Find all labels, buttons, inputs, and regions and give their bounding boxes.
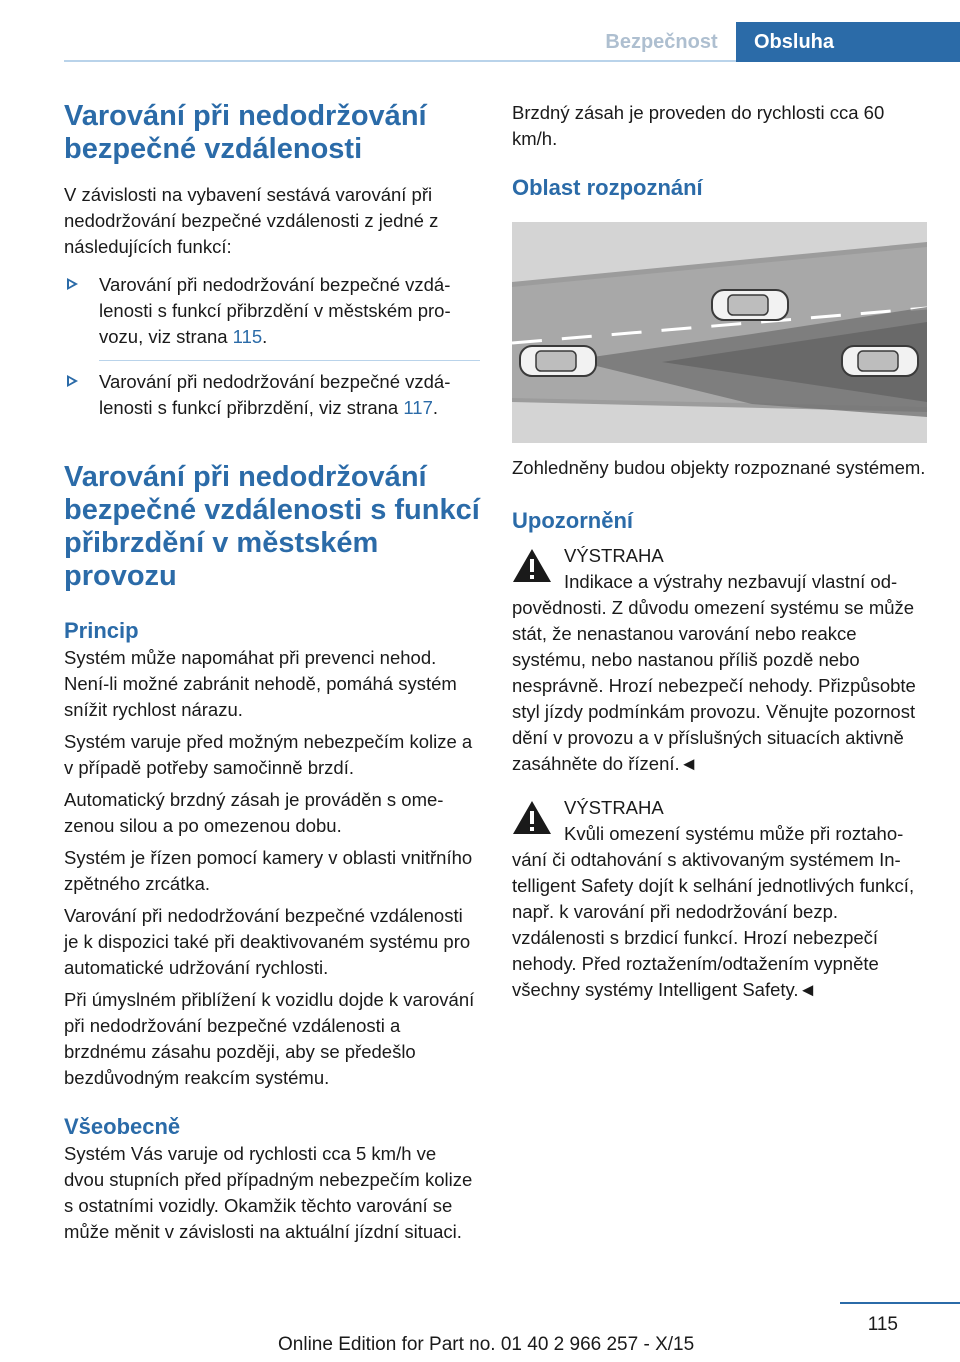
principle-paragraph: Při úmyslném přiblížení k vozidlu dojde k varování při nedodržování bezpečné vzdálenosti a brzdnému zásahu později, aby se předešlo bezdůvodným reakcím systému. — [64, 989, 475, 1088]
intro-paragraph: V závislosti na vybavení sestává varování při nedodržování bezpečné vzdálenosti z jedné z následujících funkcí: — [64, 184, 439, 257]
warning-body: Indikace a výstrahy nezbavují vlastní odpovědnosti. Z důvodu omezení systému se může stát, že nenastanou varování nebo reakce systému, nebo nastanou příliš pozdě nebo nesprávně. Hrozí nebezpečí nehody. Přizpůsobte styl jízdy podmínkám provozu. Věnujte pozornost dění v provozu a v příslušných situacích aktivně zasáhněte do řízení.◄ — [512, 571, 916, 774]
car-own-icon — [520, 346, 596, 376]
principle-paragraph: Automatický brzdný zásah je prováděn s omezenou silou a po omezenou dobu. — [64, 789, 444, 836]
principle-paragraph: Systém může napomáhat při prevenci nehod. Není-li možné zabránit nehodě, pomáhá systém snížit rychlost nárazu. — [64, 647, 457, 720]
car-ahead-icon — [712, 290, 788, 320]
figure-caption: Zohledněny budou objekty rozpoznané systémem. — [512, 457, 926, 478]
page-link-117[interactable]: 117 — [403, 397, 433, 418]
chapter-tab[interactable]: Obsluha — [736, 22, 960, 62]
list-item-end: . — [262, 326, 268, 347]
principle-paragraph: Varování při nedodržování bezpečné vzdálenosti je k dispozici také při deaktivovaném systému pro automatické udržování rychlosti. — [64, 905, 471, 978]
list-item-text: Varování při nedodržování bezpečné vzdálenosti s funkcí přibrzdění v městském provozu, viz strana — [99, 274, 451, 347]
list-item — [64, 272, 480, 350]
car-detected-icon — [842, 346, 918, 376]
list-item-text: Varování při nedodržování bezpečné vzdálenosti s funkcí přibrzdění, viz strana — [99, 371, 451, 418]
function-list — [64, 272, 480, 421]
general-paragraph: Systém Vás varuje od rychlosti cca 5 km/h ve dvou stupních před případným nebezpečím kolize s ostatními vozidly. Okamžik těchto varování se může měnit v závislosti na aktuální jízdní situaci. — [64, 1143, 473, 1242]
detection-area-figure — [512, 222, 927, 443]
right-column — [512, 100, 930, 1003]
list-divider — [99, 360, 480, 361]
list-item-end: . — [432, 397, 438, 418]
heading-city-braking: Varování při nedodržování bezpečné vzdálenosti s funkcí přibrzdění v městském provozu — [64, 461, 480, 592]
bullet-triangle-icon — [67, 375, 78, 387]
bullet-triangle-icon — [67, 278, 78, 290]
warning-block — [512, 543, 930, 777]
principle-paragraph: Systém varuje před možným nebezpečím kolize a v případě potřeby samočinně brzdí. — [64, 731, 473, 778]
warning-triangle-icon — [512, 799, 552, 835]
warning-triangle-icon — [512, 547, 552, 583]
section-tab[interactable]: Bezpečnost — [605, 30, 718, 53]
heading-notes: Upozornění — [512, 508, 633, 533]
heading-general: Všeobecně — [64, 1114, 181, 1139]
road-illustration — [512, 222, 927, 443]
list-item — [64, 369, 480, 421]
page-link-115[interactable]: 115 — [232, 326, 263, 347]
heading-distance-warning: Varování při nedodržování bezpečné vzdálenosti — [64, 100, 427, 165]
edition-line: Online Edition for Part no. 01 40 2 966 257 - X/15 — [278, 1334, 695, 1355]
warning-title: VÝSTRAHA — [564, 545, 664, 566]
warning-block — [512, 795, 930, 1003]
heading-detection-area: Oblast rozpoznání — [512, 175, 703, 200]
brake-paragraph: Brzdný zásah je proveden do rychlosti cca 60 km/h. — [512, 102, 885, 149]
principle-paragraph: Systém je řízen pomocí kamery v oblasti vnitřního zpětného zrcátka. — [64, 847, 473, 894]
warning-body: Kvůli omezení systému může při roztahování či odtahování s aktivovaným systémem Intelligent Safety dojít k selhání jednotlivých funkcí, např. k varování při nedodržování bezp. vzdálenosti s brzdicí funkcí. Hrozí nebezpečí nehody. Před roztažením/odtažením vypněte všechny systémy Intelligent Safety.◄ — [512, 823, 915, 1000]
heading-principle: Princip — [64, 618, 139, 643]
footer-rule — [840, 1302, 960, 1304]
warning-title: VÝSTRAHA — [564, 797, 664, 818]
page-number: 115 — [867, 1314, 898, 1335]
left-column — [64, 100, 480, 1245]
